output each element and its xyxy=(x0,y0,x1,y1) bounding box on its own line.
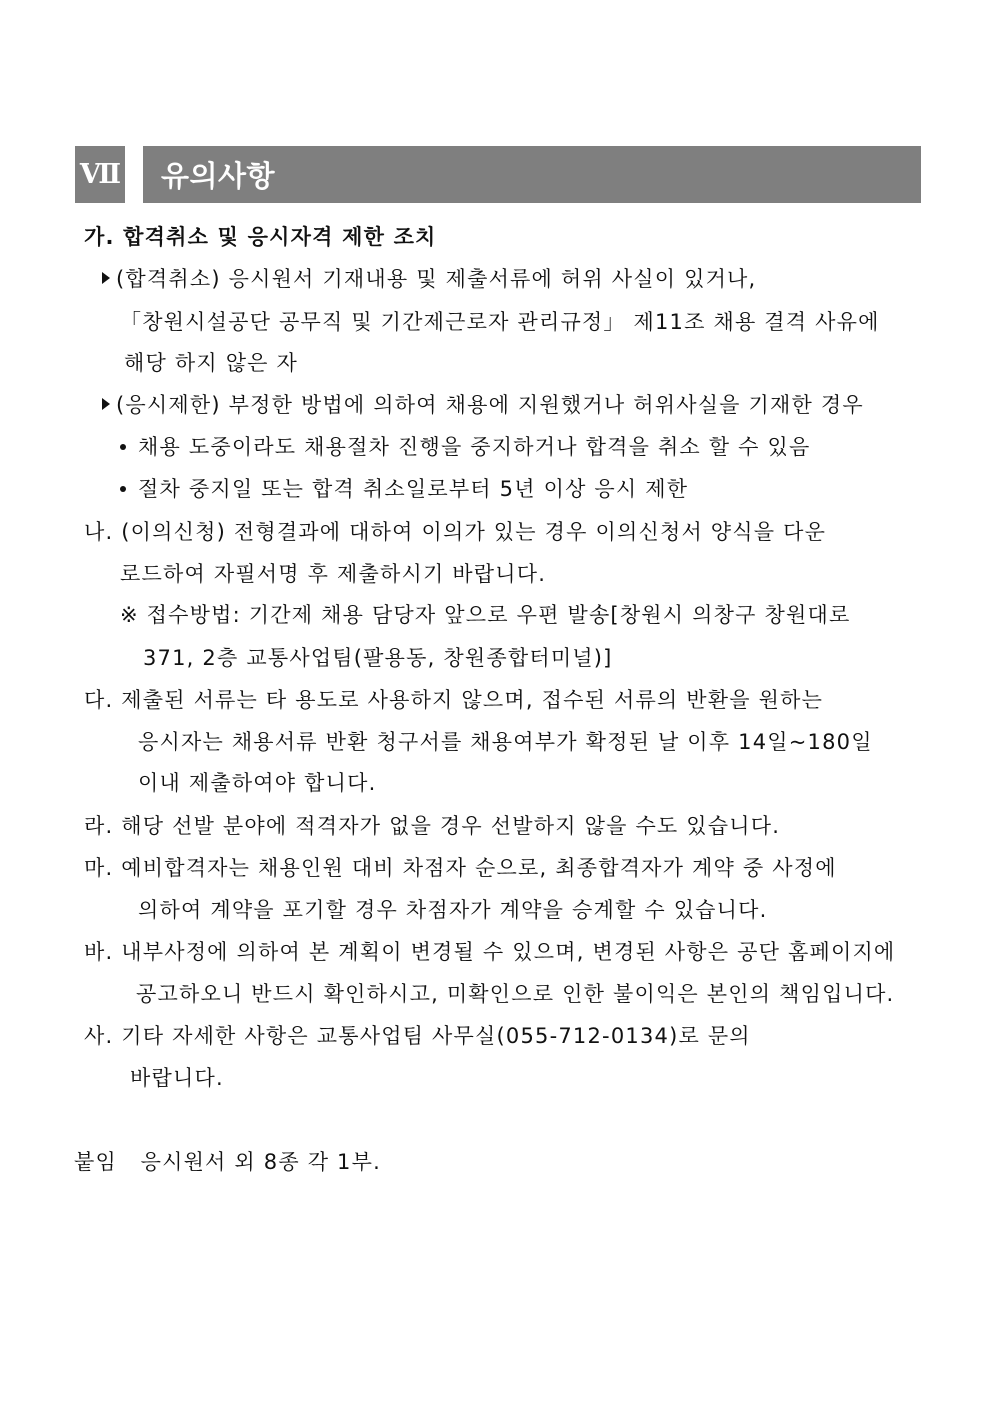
item-ba-line1: 바. 내부사정에 의하여 본 계획이 변경될 수 있으며, 변경된 사항은 공단 홈페이지에 xyxy=(84,940,896,964)
item-sa-line1: 사. 기타 자세한 사항은 교통사업팀 사무실(055-712-0134)로 문의 xyxy=(84,1024,751,1048)
dot-bullet-icon xyxy=(120,444,126,450)
attachment-note: 붙임 응시원서 외 8종 각 1부. xyxy=(74,1150,381,1174)
item-ga-restrict-sub2 xyxy=(120,475,688,503)
item-ba-line2: 공고하오니 반드시 확인하시고, 미확인으로 인한 불이익은 본인의 책임입니다. xyxy=(136,982,895,1006)
item-ga-cancel-line2: 「창원시설공단 공무직 및 기간제근로자 관리규정」 제11조 채용 결격 사유에 xyxy=(120,310,880,334)
section-separator xyxy=(125,146,143,203)
triangle-bullet-icon xyxy=(102,398,110,410)
item-ga-restrict xyxy=(102,391,864,419)
item-da-line2: 응시자는 채용서류 반환 청구서를 채용여부가 확정된 날 이후 14일~180일 xyxy=(138,730,873,754)
item-na-note-line1: ※ 접수방법: 기간제 채용 담당자 앞으로 우편 발송[창원시 의창구 창원대로 xyxy=(120,603,851,627)
item-na-note-line2: 371, 2층 교통사업팀(팔용동, 창원종합터미널)] xyxy=(143,646,613,670)
item-ga-restrict-sub2-text: 절차 중지일 또는 합격 취소일로부터 5년 이상 응시 제한 xyxy=(138,477,689,501)
item-ga-restrict-sub1 xyxy=(120,433,810,461)
item-ma-line2: 의하여 계약을 포기할 경우 차점자가 계약을 승계할 수 있습니다. xyxy=(138,898,768,922)
item-ma-line1: 마. 예비합격자는 채용인원 대비 차점자 순으로, 최종합격자가 계약 중 사정에 xyxy=(84,856,837,880)
item-da-line3: 이내 제출하여야 합니다. xyxy=(138,771,377,795)
triangle-bullet-icon xyxy=(102,272,110,284)
item-sa-line2: 바랍니다. xyxy=(130,1066,224,1090)
item-na-line1: 나. (이의신청) 전형결과에 대하여 이의가 있는 경우 이의신청서 양식을 다운 xyxy=(84,520,827,544)
item-ra-line1: 라. 해당 선발 분야에 적격자가 없을 경우 선발하지 않을 수도 있습니다. xyxy=(84,814,781,838)
section-title: 유의사항 xyxy=(161,159,276,193)
item-ga-title: 가. 합격취소 및 응시자격 제한 조치 xyxy=(84,225,437,249)
item-na-line2: 로드하여 자필서명 후 제출하시기 바랍니다. xyxy=(120,562,547,586)
item-ga-cancel-text: (합격취소) 응시원서 기재내용 및 제출서류에 허위 사실이 있거나, xyxy=(116,267,757,291)
dot-bullet-icon xyxy=(120,486,126,492)
item-ga-restrict-sub1-text: 채용 도중이라도 채용절차 진행을 중지하거나 합격을 취소 할 수 있음 xyxy=(138,435,811,459)
item-ga-cancel-line3: 해당 하지 않은 자 xyxy=(124,351,299,375)
item-ga-cancel xyxy=(102,265,756,293)
item-ga-restrict-text: (응시제한) 부정한 방법에 의하여 채용에 지원했거나 허위사실을 기재한 경우 xyxy=(116,393,864,417)
item-da-line1: 다. 제출된 서류는 타 용도로 사용하지 않으며, 접수된 서류의 반환을 원하는 xyxy=(84,688,824,712)
section-header xyxy=(75,146,921,203)
section-number: Ⅶ xyxy=(79,159,121,189)
